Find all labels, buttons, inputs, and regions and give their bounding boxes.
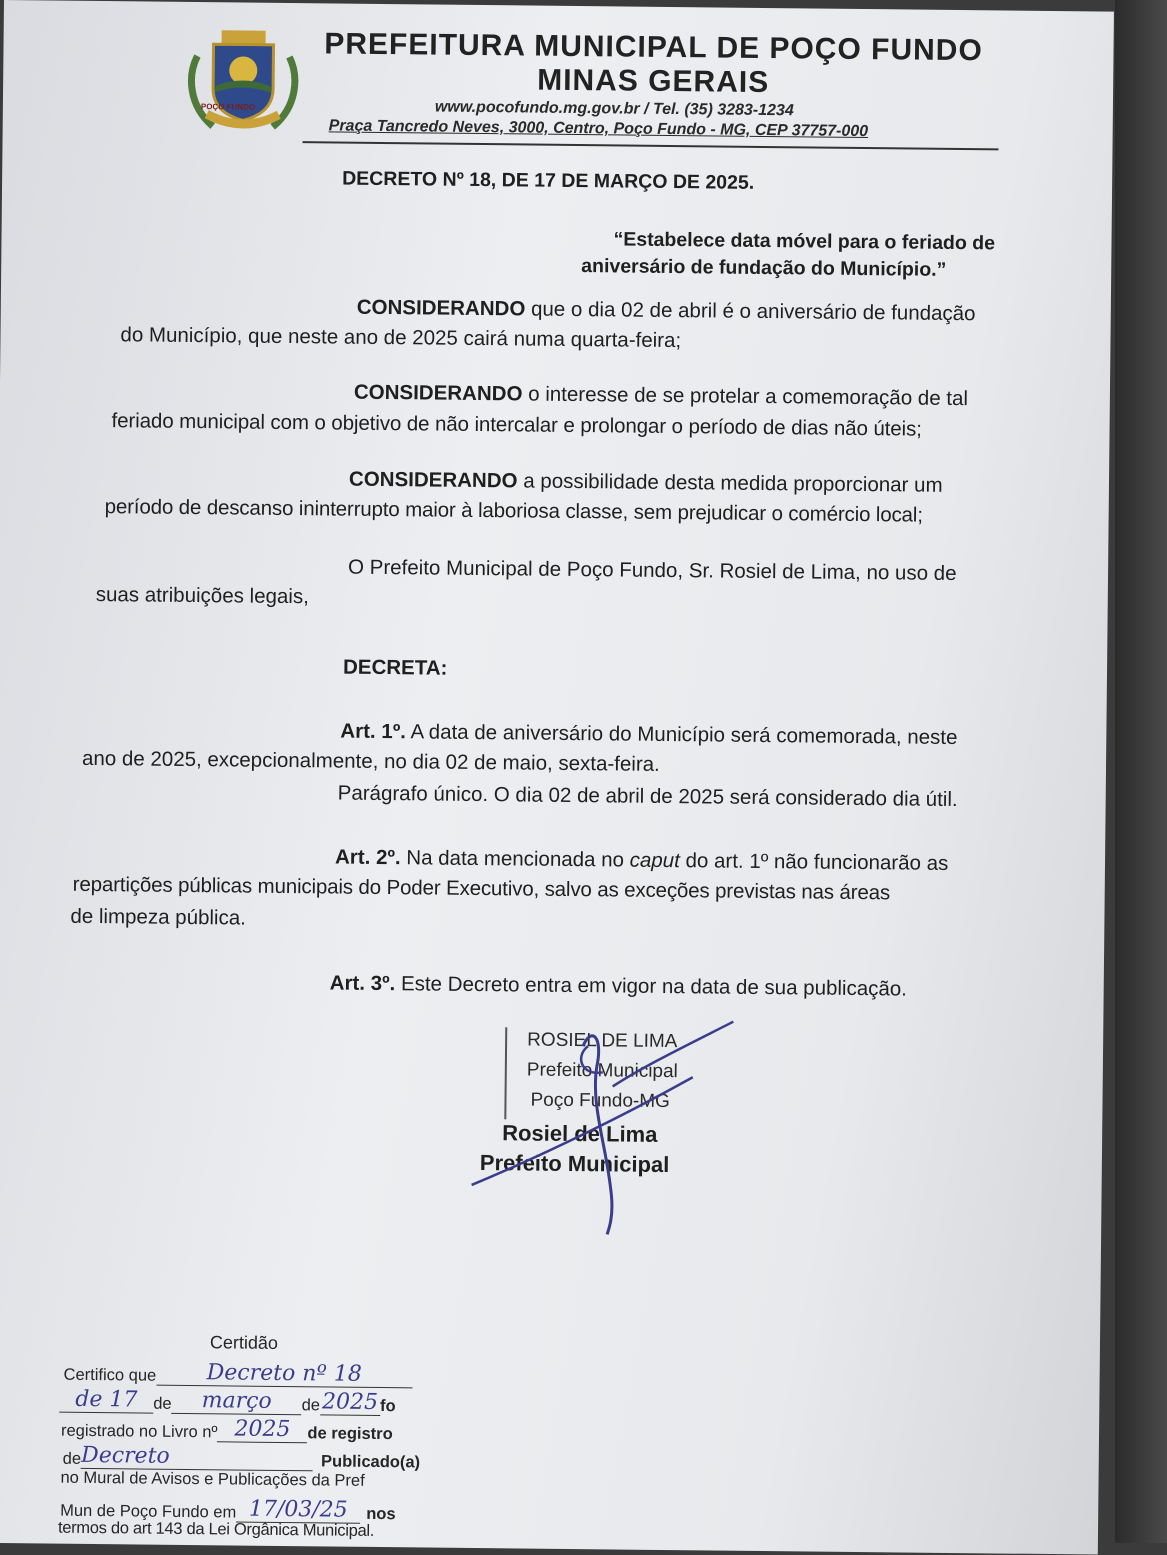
- art3-line1: [330, 967, 908, 1004]
- certidao-line5: no Mural de Avisos e Publicações da Pref: [60, 1468, 365, 1490]
- art1-label: Art. 1º.: [340, 719, 407, 744]
- handwritten-signature-icon: [461, 1005, 763, 1238]
- art1-paragrafo: Parágrafo único. O dia 02 de abril de 2025 será considerado dia útil.: [337, 781, 958, 812]
- certidao-certifico: Certifico que: [63, 1365, 157, 1385]
- considerando-2-line2: feriado municipal com o objetivo de não intercalar e prolongar o período de dias não úteis;: [111, 409, 922, 441]
- considerando-3-line2: período de descanso ininterrupto maior à laboriosa classe, sem prejudicar o comércio local;: [104, 495, 923, 527]
- certidao-publicado: Publicado(a): [320, 1452, 421, 1472]
- certidao-line7: termos do art 143 da Lei Orgânica Municipal.: [57, 1518, 375, 1540]
- header-contact: www.pocofundo.mg.gov.br / Tel. (35) 3283-1234: [434, 98, 794, 120]
- art2-caput: caput: [629, 848, 680, 873]
- prefeito-line1: O Prefeito Municipal de Poço Fundo, Sr. Rosiel de Lima, no uso de: [347, 555, 957, 586]
- certidao-field-ano: 2025: [320, 1389, 380, 1416]
- certidao-nos: nos: [366, 1504, 396, 1524]
- art1-line2: ano de 2025, excepcionalmente, no dia 02 de maio, sexta-feira.: [81, 746, 660, 776]
- decreta-heading: DECRETA:: [342, 655, 448, 680]
- certidao-de-3: de: [62, 1449, 82, 1468]
- considerando-2-keyword: CONSIDERANDO: [353, 380, 523, 406]
- ementa-line2: aniversário de fundação do Município.”: [581, 255, 947, 281]
- certidao-de-1: de: [153, 1394, 172, 1413]
- coat-of-arms-icon: [183, 26, 304, 139]
- art2-line3: de limpeza pública.: [70, 904, 247, 930]
- art1-text: A data de aniversário do Município será comemorada, neste: [405, 720, 958, 750]
- certidao-line3: [61, 1415, 393, 1444]
- certidao-de-2: de: [301, 1396, 321, 1415]
- stamp-role: Prefeito Municipal: [526, 1059, 678, 1083]
- signer-name: Rosiel de Lima: [502, 1120, 658, 1147]
- certidao-field-livro: 2025: [217, 1416, 307, 1443]
- certidao-line1: [64, 1359, 413, 1389]
- considerando-1-keyword: CONSIDERANDO: [356, 295, 526, 321]
- stamp-name: ROSIEL DE LIMA: [527, 1029, 678, 1053]
- certidao-registrado: registrado no Livro nº: [60, 1421, 218, 1442]
- certidao-line4: [63, 1443, 421, 1473]
- art2-line2: repartições públicas municipais do Poder Executivo, salvo as exceções previstas nas áreas: [72, 872, 891, 905]
- header-title-line2: MINAS GERAIS: [537, 63, 770, 100]
- coat-of-arms-label: POÇO FUNDO: [200, 102, 256, 112]
- prefeito-line2: suas atribuições legais,: [95, 582, 309, 609]
- ementa-line1: “Estabelece data móvel para o feriado de: [613, 228, 996, 255]
- certidao-field-mes: março: [172, 1388, 302, 1415]
- certidao-line2: [59, 1387, 396, 1417]
- stamp-city: Poço Fundo-MG: [530, 1089, 671, 1113]
- certidao-field-dia: de 17: [59, 1387, 153, 1414]
- header-title-line1: PREFEITURA MUNICIPAL DE POÇO FUNDO: [324, 27, 983, 68]
- art3-label: Art. 3º.: [329, 971, 396, 996]
- certidao-de-registro: de registro: [307, 1424, 393, 1444]
- signer-role: Prefeito Municipal: [479, 1150, 670, 1178]
- art3-text: Este Decreto entra em vigor na data de sua publicação.: [395, 972, 908, 1001]
- considerando-3-keyword: CONSIDERANDO: [348, 467, 518, 493]
- art2-text-b: do art. 1º não funcionarão as: [679, 849, 949, 875]
- considerando-2-text: o interesse de se protelar a comemoração de tal: [522, 382, 969, 411]
- art2-label: Art. 2º.: [334, 845, 401, 870]
- art2-text-a: Na data mencionada no: [400, 846, 630, 872]
- certidao-mun: Mun de Poço Fundo em: [60, 1501, 237, 1522]
- certidao-fo: fo: [379, 1397, 396, 1416]
- header-address: Praça Tancredo Neves, 3000, Centro, Poço Fundo - MG, CEP 37757-000: [328, 117, 869, 141]
- considerando-1-text: que o dia 02 de abril é o aniversário de fundação: [525, 297, 976, 326]
- considerando-3-text: a possibilidade desta medida proporcionar um: [517, 469, 943, 497]
- certidao-field-decreto: Decreto nº 18: [156, 1360, 412, 1389]
- decree-title: DECRETO Nº 18, DE 17 DE MARÇO DE 2025.: [342, 167, 755, 194]
- certidao-field-data: 17/03/25: [236, 1497, 360, 1524]
- background-edge: [1115, 0, 1167, 1543]
- certidao-title: Certidão: [209, 1332, 279, 1353]
- considerando-1-line2: do Município, que neste ano de 2025 cairá numa quarta-feira;: [120, 323, 682, 353]
- header-divider: [303, 141, 999, 150]
- certidao-field-tipo: Decreto: [81, 1443, 313, 1471]
